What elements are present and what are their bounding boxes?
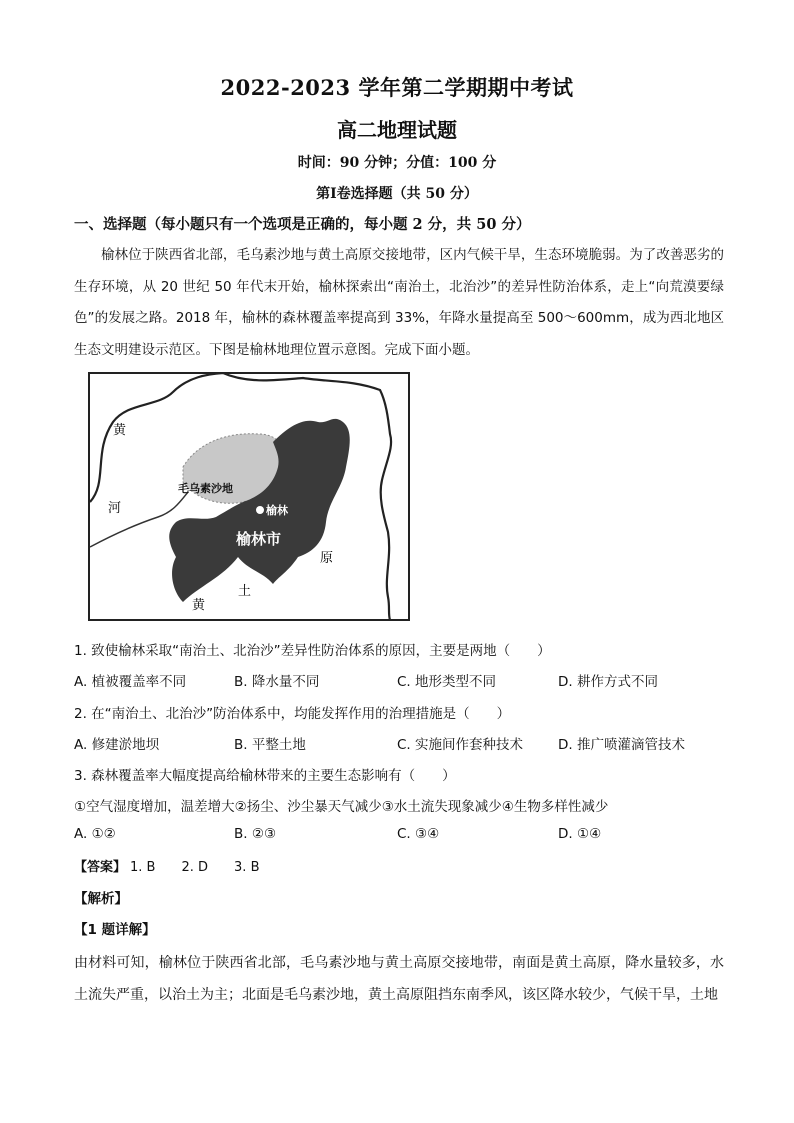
map-label-yuan: 原 (320, 551, 334, 566)
q2-option-c: C. 实施间作套种技术 (397, 737, 524, 753)
q3-option-c: C. ③④ (397, 826, 440, 842)
answer-item: 1. B (130, 860, 156, 875)
question-3-options (0, 826, 794, 846)
q1-option-b: B. 降水量不同 (234, 674, 320, 690)
question-2-stem: 2. 在“南治土、北治沙”防治体系中，均能发挥作用的治理措施是（ ） (74, 706, 511, 722)
answer-label: 【答案】 (74, 860, 127, 875)
question-2-options (0, 733, 794, 753)
subject-title: 高二地理试题 (337, 118, 457, 142)
map-label-he: 河 (108, 501, 122, 516)
question-3-statements: ①空气湿度增加，温差增大②扬尘、沙尘暴天气减少③水土流失现象减少④生物多样性减少 (74, 799, 609, 815)
question-1-stem: 1. 致使榆林采取“南治土、北治沙”差异性防治体系的原因，主要是两地（ ） (74, 643, 551, 659)
question-3-stem: 3. 森林覆盖率大幅度提高给榆林带来的主要生态影响有（ ） (74, 768, 456, 784)
map-label-region: 榆林市 (236, 530, 282, 548)
q3-option-b: B. ②③ (234, 826, 277, 842)
q1-option-a: A. 植被覆盖率不同 (74, 674, 187, 690)
yulin-point (257, 507, 264, 514)
q2-option-d: D. 推广喷灌滴管技术 (558, 737, 685, 753)
section-title: 第Ⅰ卷选择题（共 50 分） (316, 186, 478, 202)
q1-option-d: D. 耕作方式不同 (558, 674, 658, 690)
map-label-tu: 土 (238, 584, 252, 599)
map-label-city: 榆林 (266, 504, 288, 517)
answer-line (74, 856, 286, 875)
q2-option-a: A. 修建淤地坝 (74, 737, 160, 753)
q3-option-a: A. ①② (74, 826, 116, 842)
answer-item: 3. B (234, 860, 260, 875)
q2-option-b: B. 平整土地 (234, 737, 306, 753)
exam-title: 2022-2023 学年第二学期期中考试 (220, 75, 574, 100)
answer-item: 2. D (181, 860, 209, 875)
yulin-location-map (88, 372, 410, 621)
map-label-huang1: 黄 (113, 423, 127, 438)
analysis-label: 【解析】 (74, 891, 128, 907)
map-label-huang2: 黄 (192, 598, 206, 613)
q3-option-d: D. ①④ (558, 826, 602, 842)
detail-label: 【1 题详解】 (74, 922, 156, 938)
exam-meta: 时间：90 分钟；分值：100 分 (297, 155, 497, 171)
map-label-desert: 毛乌素沙地 (178, 482, 233, 495)
question-1-options (0, 670, 794, 690)
detail-text: 由材料可知，榆林位于陕西省北部，毛乌素沙地与黄土高原交接地带，南面是黄土高原，降水量较多，水土流失严重，以治土为主；北面是毛乌素沙地，黄土高原阻挡东南季风，该区降水较少，气候干旱，土地 (74, 955, 724, 1003)
q1-option-c: C. 地形类型不同 (397, 674, 497, 690)
part-heading: 一、选择题（每小题只有一个选项是正确的，每小题 2 分，共 50 分） (74, 216, 531, 233)
passage: 榆林位于陕西省北部，毛乌素沙地与黄土高原交接地带，区内气候干旱，生态环境脆弱。为了改善恶劣的生存环境，从 20 世纪 50 年代末开始，榆林探索出“南治土，北治沙”的差异性防治体系，走上“向荒漠要绿色”的发展之路。2018 年，榆林的森林覆盖率提高到 33%，年降水量提高至 500～600mm，成为西北地区生态文明建设示范区。下图是榆林地理位置示意图。完成下面小题。 (74, 247, 724, 358)
